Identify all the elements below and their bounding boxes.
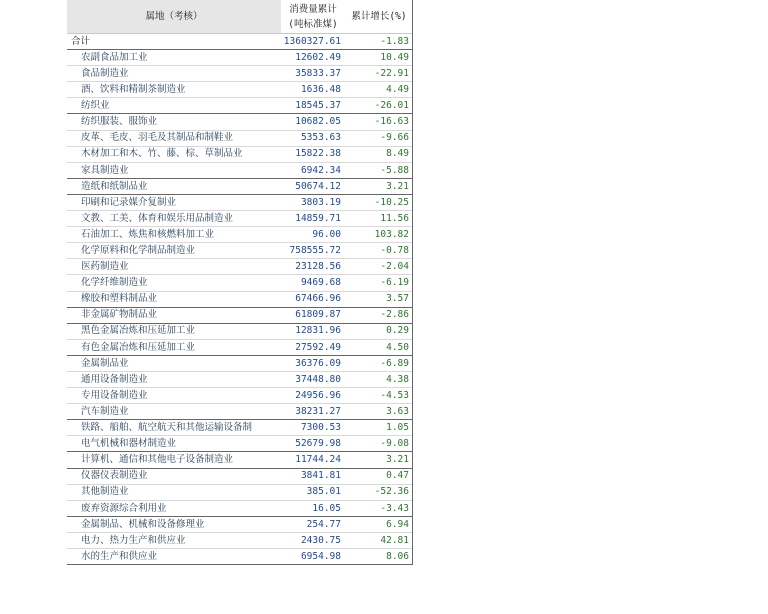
- consumption-value-cell: 38231.27: [295, 405, 341, 417]
- industry-name-cell: 电气机械和器材制造业: [81, 438, 177, 450]
- industry-name-cell: 化学纤维制造业: [81, 277, 148, 289]
- industry-name-cell: 其他制造业: [81, 486, 129, 498]
- growth-rate-cell: 6.94: [386, 518, 409, 530]
- consumption-value-cell: 5353.63: [300, 132, 341, 144]
- table-row: [67, 516, 413, 532]
- industry-name-cell: 文教、工美、体育和娱乐用品制造业: [81, 212, 234, 224]
- consumption-value-cell: 16.05: [312, 502, 341, 514]
- table-row: [67, 227, 413, 243]
- consumption-value-cell: 12831.96: [295, 325, 341, 337]
- industry-name-cell: 木材加工和木、竹、藤、棕、草制品业: [81, 148, 243, 160]
- consumption-value-cell: 36376.09: [295, 357, 341, 369]
- growth-rate-cell: 4.38: [386, 373, 409, 385]
- growth-rate-cell: 4.50: [386, 341, 409, 353]
- header-growth: 累计增长(%): [345, 0, 413, 34]
- table-row: [67, 532, 413, 548]
- growth-rate-cell: 3.63: [386, 405, 409, 417]
- consumption-value-cell: 11744.24: [295, 454, 341, 466]
- energy-consumption-table: [67, 0, 413, 565]
- industry-name-cell: 水的生产和供应业: [81, 550, 158, 562]
- table-row: [67, 323, 413, 339]
- table-row: [67, 371, 413, 387]
- industry-name-cell: 金属制品、机械和设备修理业: [81, 518, 205, 530]
- growth-rate-cell: -26.01: [374, 100, 409, 112]
- table-row: [67, 291, 413, 307]
- consumption-value-cell: 12602.49: [295, 51, 341, 63]
- consumption-value-cell: 61809.87: [295, 309, 341, 321]
- growth-rate-cell: 0.47: [386, 470, 409, 482]
- growth-rate-cell: -0.78: [380, 245, 409, 257]
- table-row: [67, 404, 413, 420]
- table-row: [67, 82, 413, 98]
- table-right-border: [412, 0, 413, 564]
- table-row: [67, 162, 413, 178]
- industry-name-cell: 医药制造业: [81, 261, 129, 273]
- industry-name-cell: 石油加工、炼焦和核燃料加工业: [81, 228, 215, 240]
- consumption-value-cell: 6954.98: [300, 550, 341, 562]
- table-row: [67, 549, 413, 565]
- industry-name-cell: 通用设备制造业: [81, 373, 148, 385]
- consumption-value-cell: 9469.68: [300, 277, 341, 289]
- consumption-value-cell: 24956.96: [295, 389, 341, 401]
- consumption-value-cell: 6942.34: [300, 164, 341, 176]
- industry-name-cell: 皮革、毛皮、羽毛及其制品和制鞋业: [81, 132, 234, 144]
- consumption-value-cell: 35833.37: [295, 67, 341, 79]
- industry-name-cell: 纺织业: [81, 100, 110, 112]
- table-row: [67, 468, 413, 484]
- industry-name-cell: 黑色金属冶炼和压延加工业: [81, 325, 196, 337]
- industry-name-cell: 仪器仪表制造业: [81, 470, 148, 482]
- growth-rate-cell: -1.83: [380, 35, 409, 47]
- growth-rate-cell: 11.56: [380, 212, 409, 224]
- industry-name-cell: 废弃资源综合利用业: [81, 502, 167, 514]
- header-consumption: [281, 0, 345, 34]
- industry-name-cell: 食品制造业: [81, 67, 129, 79]
- table-row: [67, 178, 413, 194]
- consumption-value-cell: 758555.72: [289, 245, 341, 257]
- industry-name-cell: 电力、热力生产和供应业: [81, 534, 186, 546]
- growth-rate-cell: 10.49: [380, 51, 409, 63]
- header-consumption-line2: (吨标准煤): [288, 18, 338, 30]
- header-region: 属地（考核）: [67, 0, 281, 34]
- consumption-value-cell: 385.01: [306, 486, 341, 498]
- consumption-value-cell: 1636.48: [300, 84, 341, 96]
- growth-rate-cell: -16.63: [374, 116, 409, 128]
- consumption-value-cell: 67466.96: [295, 293, 341, 305]
- table-row: [67, 452, 413, 468]
- table-row: [67, 420, 413, 436]
- growth-rate-cell: -4.53: [380, 389, 409, 401]
- table-row: [67, 98, 413, 114]
- table-row: [67, 211, 413, 227]
- growth-rate-cell: -5.88: [380, 164, 409, 176]
- table-row: [67, 339, 413, 355]
- consumption-value-cell: 3841.81: [300, 470, 341, 482]
- growth-rate-cell: -6.89: [380, 357, 409, 369]
- table-row: [67, 484, 413, 500]
- industry-name-cell: 合计: [71, 35, 91, 47]
- table-row: [67, 130, 413, 146]
- growth-rate-cell: -2.86: [380, 309, 409, 321]
- consumption-value-cell: 15822.38: [295, 148, 341, 160]
- growth-rate-cell: 8.49: [386, 148, 409, 160]
- consumption-value-cell: 3803.19: [300, 196, 341, 208]
- industry-name-cell: 有色金属冶炼和压延加工业: [81, 341, 196, 353]
- growth-rate-cell: -9.08: [380, 438, 409, 450]
- growth-rate-cell: 103.82: [374, 228, 409, 240]
- consumption-value-cell: 10682.05: [295, 116, 341, 128]
- growth-rate-cell: -52.36: [374, 486, 409, 498]
- consumption-value-cell: 18545.37: [295, 100, 341, 112]
- consumption-value-cell: 37448.80: [295, 373, 341, 385]
- growth-rate-cell: -10.25: [374, 196, 409, 208]
- growth-rate-cell: 4.49: [386, 84, 409, 96]
- consumption-value-cell: 27592.49: [295, 341, 341, 353]
- table-row: [67, 355, 413, 371]
- growth-rate-cell: 0.29: [386, 325, 409, 337]
- industry-name-cell: 铁路、船舶、航空航天和其他运输设备制: [81, 422, 253, 434]
- growth-rate-cell: 1.05: [386, 422, 409, 434]
- consumption-value-cell: 50674.12: [295, 180, 341, 192]
- table-row: [67, 243, 413, 259]
- industry-name-cell: 酒、饮料和精制茶制造业: [81, 84, 186, 96]
- industry-name-cell: 非金属矿物制品业: [81, 309, 158, 321]
- industry-name-cell: 橡胶和塑料制品业: [81, 293, 158, 305]
- table-row: [67, 194, 413, 210]
- table-row: [67, 307, 413, 323]
- industry-name-cell: 计算机、通信和其他电子设备制造业: [81, 454, 234, 466]
- consumption-value-cell: 23128.56: [295, 261, 341, 273]
- growth-rate-cell: -2.04: [380, 261, 409, 273]
- consumption-value-cell: 2430.75: [300, 534, 341, 546]
- table-row: [67, 114, 413, 130]
- industry-name-cell: 金属制品业: [81, 357, 129, 369]
- industry-name-cell: 化学原料和化学制品制造业: [81, 245, 196, 257]
- consumption-value-cell: 52679.98: [295, 438, 341, 450]
- table-row: [67, 259, 413, 275]
- industry-name-cell: 农副食品加工业: [81, 51, 148, 63]
- growth-rate-cell: 3.21: [386, 454, 409, 466]
- consumption-value-cell: 254.77: [306, 518, 341, 530]
- industry-name-cell: 专用设备制造业: [81, 389, 148, 401]
- table-row: [67, 500, 413, 516]
- growth-rate-cell: -6.19: [380, 277, 409, 289]
- industry-name-cell: 纺织服装、服饰业: [81, 116, 158, 128]
- table-row: [67, 388, 413, 404]
- table-body: [67, 34, 413, 565]
- growth-rate-cell: 3.57: [386, 293, 409, 305]
- consumption-value-cell: 7300.53: [300, 422, 341, 434]
- table-header-row: [67, 0, 413, 34]
- consumption-value-cell: 14859.71: [295, 212, 341, 224]
- table-row: [67, 66, 413, 82]
- growth-rate-cell: 42.81: [380, 534, 409, 546]
- energy-table-container: [67, 0, 413, 565]
- growth-rate-cell: 8.06: [386, 550, 409, 562]
- table-row-total: [67, 34, 413, 50]
- industry-name-cell: 印刷和记录媒介复制业: [81, 196, 177, 208]
- header-consumption-line1: 消费量累计: [289, 3, 337, 15]
- table-row: [67, 436, 413, 452]
- table-row: [67, 50, 413, 66]
- table-row: [67, 275, 413, 291]
- consumption-value-cell: 96.00: [312, 228, 341, 240]
- growth-rate-cell: -22.91: [374, 67, 409, 79]
- industry-name-cell: 家具制造业: [81, 164, 129, 176]
- growth-rate-cell: -9.66: [380, 132, 409, 144]
- table-row: [67, 146, 413, 162]
- growth-rate-cell: -3.43: [380, 502, 409, 514]
- industry-name-cell: 造纸和纸制品业: [81, 180, 148, 192]
- growth-rate-cell: 3.21: [386, 180, 409, 192]
- consumption-value-cell: 1360327.61: [283, 35, 341, 47]
- industry-name-cell: 汽车制造业: [81, 405, 129, 417]
